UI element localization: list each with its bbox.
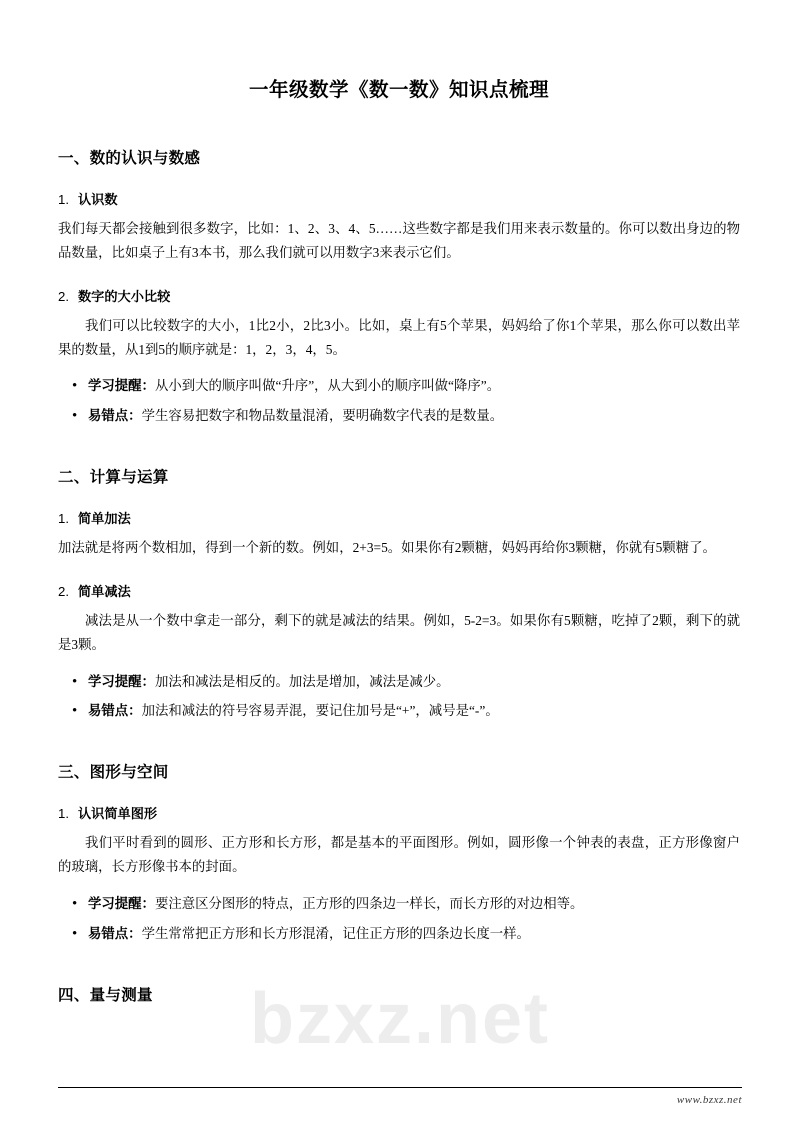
subsection-label: 认识简单图形: [78, 806, 158, 822]
list-item: [58, 404, 740, 429]
bullet-list-2-2: [58, 670, 740, 725]
subsection-heading-1-2: [58, 286, 740, 305]
subsection-label: 认识数: [78, 192, 118, 207]
subsection-heading-2-1: [58, 508, 740, 527]
paragraph-1-1: 我们每天都会接触到很多数字，比如：1、2、3、4、5……这些数字都是我们用来表示数量的。你可以数出身边的物品数量，比如桌子上有3本书，那么我们就可以用数字3来表示它们。: [58, 221, 740, 260]
list-item: [58, 892, 740, 917]
subsection-heading-2-2: [58, 581, 740, 600]
footer-url: www.bzxz.net: [676, 1094, 742, 1106]
subsection-heading-3-1: [58, 803, 740, 822]
bullet-text: 加法和减法的符号容易弄混，要记住加号是“+”，减号是“-”。: [141, 703, 499, 719]
bullet-list-3-1: [58, 892, 740, 947]
section-heading-1: 一、数的认识与数感: [58, 150, 201, 167]
subsection-label: 简单减法: [78, 583, 131, 599]
bullet-text: 从小到大的顺序叫做“升序”，从大到小的顺序叫做“降序”。: [154, 378, 501, 394]
footer-divider: [58, 1087, 742, 1088]
bullet-tag: 学习提醒：: [88, 673, 155, 689]
paragraph-3-1: 我们平时看到的圆形、正方形和长方形，都是基本的平面图形。例如，圆形像一个钟表的表盘，正方形像窗户的玻璃，长方形像书本的封面。: [58, 835, 740, 875]
bullet-text: 学生常常把正方形和长方形混淆，记住正方形的四条边长度一样。: [141, 925, 530, 941]
watermark-text: bzxz.net: [249, 979, 551, 1059]
section-heading-3: 三、图形与空间: [58, 764, 169, 782]
section-heading-2: 二、计算与运算: [58, 469, 169, 487]
subsection-label: 简单加法: [78, 511, 131, 527]
paragraph-1-2: 我们可以比较数字的大小，1比2小，2比3小。比如，桌上有5个苹果，妈妈给了你1个苹果，那么你可以数出苹果的数量，从1到5的顺序就是：1，2，3，4，5。: [58, 317, 740, 357]
bullet-tag: 学习提醒：: [88, 378, 155, 394]
bullet-tag: 易错点：: [88, 408, 142, 424]
list-item: [58, 699, 740, 724]
bullet-text: 学生容易把数字和物品数量混淆，要明确数字代表的是数量。: [141, 408, 504, 424]
subsection-number: 1.: [58, 192, 69, 207]
paragraph-2-1: 加法就是将两个数相加，得到一个新的数。例如，2+3=5。如果你有2颗糖，妈妈再给你3颗糖，你就有5颗糖了。: [58, 540, 716, 556]
document-content: [58, 74, 740, 1005]
subsection-number: 2.: [58, 583, 69, 599]
list-item: [58, 374, 740, 399]
section-heading-4: 四、量与测量: [58, 986, 153, 1004]
bullet-tag: 易错点：: [88, 925, 142, 941]
bullet-text: 加法和减法是相反的。加法是增加，减法是减少。: [154, 673, 450, 689]
subsection-label: 数字的大小比较: [78, 288, 171, 304]
bullet-list-1-2: [58, 374, 740, 429]
page-title: 一年级数学《数一数》知识点梳理: [248, 79, 549, 101]
list-item: [58, 922, 740, 947]
list-item: [58, 670, 740, 695]
subsection-number: 2.: [58, 288, 69, 304]
subsection-number: 1.: [58, 511, 69, 527]
bullet-tag: 学习提醒：: [88, 895, 155, 911]
bullet-tag: 易错点：: [88, 703, 142, 719]
subsection-heading-1-1: [58, 189, 740, 208]
page-footer: [58, 1087, 742, 1106]
subsection-number: 1.: [58, 806, 69, 822]
bullet-text: 要注意区分图形的特点，正方形的四条边一样长，而长方形的对边相等。: [154, 895, 584, 911]
paragraph-2-2: 减法是从一个数中拿走一部分，剩下的就是减法的结果。例如，5-2=3。如果你有5颗糖，吃掉了2颗，剩下的就是3颗。: [58, 612, 740, 652]
